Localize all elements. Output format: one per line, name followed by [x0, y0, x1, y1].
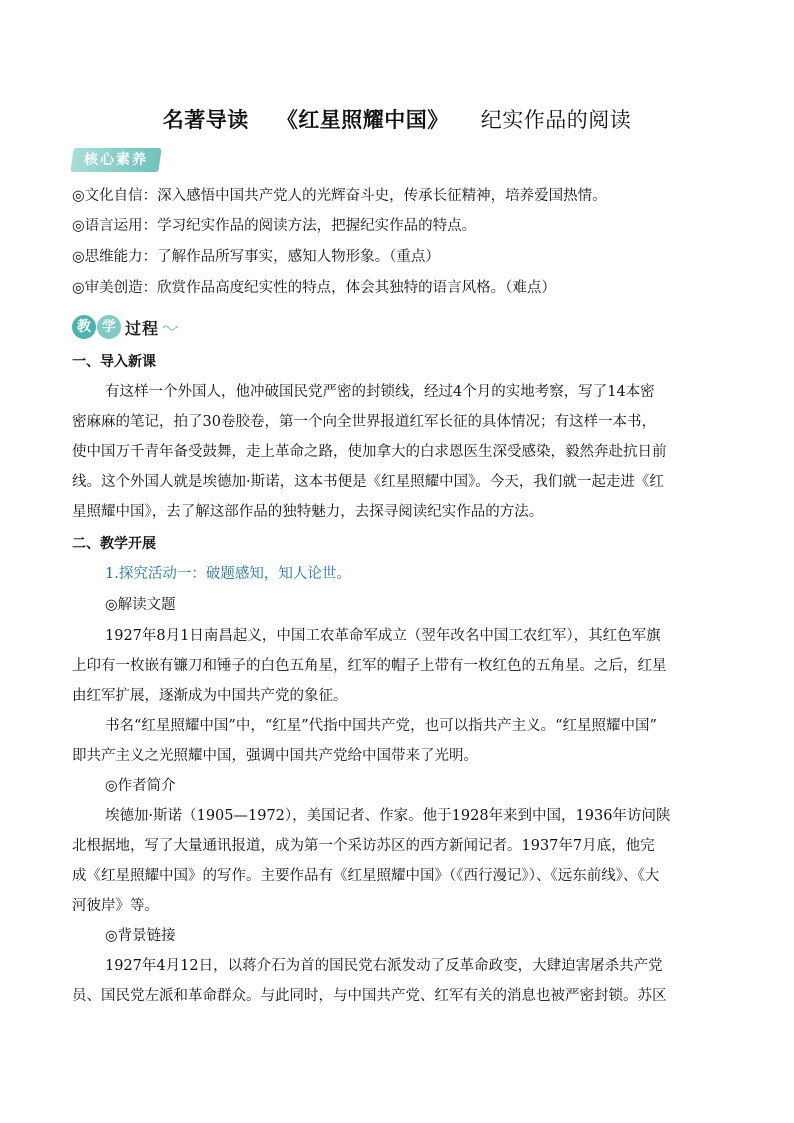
- title-main: 名著导读: [162, 108, 249, 132]
- teaching-process-badge: [72, 314, 178, 340]
- paragraph-line: 有这样一个外国人，他冲破国民党严密的封锁线，经过4个月的实地考察，写了14本密: [105, 384, 655, 400]
- paragraph-line: 1927年8月1日南昌起义，中国工农革命军成立（翌年改名中国工农红军），其红色军旗: [105, 628, 661, 644]
- paragraph-line: 北根据地，写了大量通讯报道，成为第一个采访苏区的西方新闻记者。1937年7月底，他完: [72, 838, 655, 854]
- paragraph-line: 即共产主义之光照耀中国，强调中国共产党给中国带来了光明。: [72, 748, 478, 764]
- subsection-label: ◎解读文题: [105, 597, 176, 613]
- paragraph-line: 密麻麻的笔记，拍了30卷胶卷，第一个向全世界报道红军长征的具体情况；有这样一本书，: [72, 414, 656, 430]
- paragraph-line: 由红军扩展，逐渐成为中国共产党的象征。: [72, 688, 348, 704]
- paragraph-line: 星照耀中国》，去了解这部作品的独特魅力，去探寻阅读纪实作品的方法。: [72, 504, 544, 520]
- core-item: ◎语言运用：学习纪实作品的阅读方法，把握纪实作品的特点。: [72, 218, 477, 234]
- process-label: 过程: [125, 318, 160, 338]
- process-char-1: 教: [72, 315, 96, 339]
- paragraph-line: 1927年4月12日，以蒋介石为首的国民党右派发动了反革命政变，大肆迫害屠杀共产党: [105, 958, 663, 974]
- paragraph-line: 上印有一枚嵌有镰刀和锤子的白色五角星，红军的帽子上带有一枚红色的五角星。之后，红星: [72, 658, 667, 674]
- core-item: ◎思维能力：了解作品所写事实，感知人物形象。（重点）: [72, 249, 440, 265]
- title-book: 《红星照耀中国》: [276, 108, 449, 132]
- core-item: ◎文化自信：深入感悟中国共产党人的光辉奋斗史，传承长征精神，培养爱国热情。: [72, 188, 607, 204]
- paragraph-line: 线。这个外国人就是埃德加·斯诺，这本书便是《红星照耀中国》。今天，我们就一起走进《红: [72, 474, 664, 490]
- title-subtitle: 纪实作品的阅读: [480, 108, 632, 132]
- process-char-2: 学: [97, 315, 121, 339]
- core-item: ◎审美创造：欣赏作品高度纪实性的特点，体会其独特的语言风格。（难点）: [72, 280, 556, 296]
- subsection-label: ◎背景链接: [105, 928, 176, 944]
- subsection-label: ◎作者简介: [105, 778, 176, 794]
- core-literacy-badge: 核心素养: [70, 148, 161, 172]
- paragraph-line: 埃德加·斯诺（1905—1972），美国记者、作家。他于1928年来到中国，1936年访问陕: [105, 808, 671, 824]
- activity-heading: 1.探究活动一：破题感知，知人论世。: [105, 566, 351, 582]
- wave-decoration-icon: [162, 323, 178, 331]
- paragraph-line: 成《红星照耀中国》的写作。主要作品有《红星照耀中国》（《西行漫记》）、《远东前线》、《大: [72, 868, 660, 884]
- page-title: [0, 104, 794, 134]
- paragraph-line: 使中国万千青年备受鼓舞，走上革命之路，使加拿大的白求恩医生深受感染，毅然奔赴抗日前: [72, 444, 667, 460]
- section-heading: 二、教学开展: [72, 536, 156, 552]
- paragraph-line: 河彼岸》等。: [72, 898, 159, 914]
- paragraph-line: 员、国民党左派和革命群众。与此同时，与中国共产党、红军有关的消息也被严密封锁。苏区: [72, 988, 667, 1004]
- paragraph-line: 书名“红星照耀中国”中，“红星”代指中国共产党，也可以指共产主义。“红星照耀中国”: [105, 718, 657, 734]
- section-heading: 一、导入新课: [72, 354, 156, 370]
